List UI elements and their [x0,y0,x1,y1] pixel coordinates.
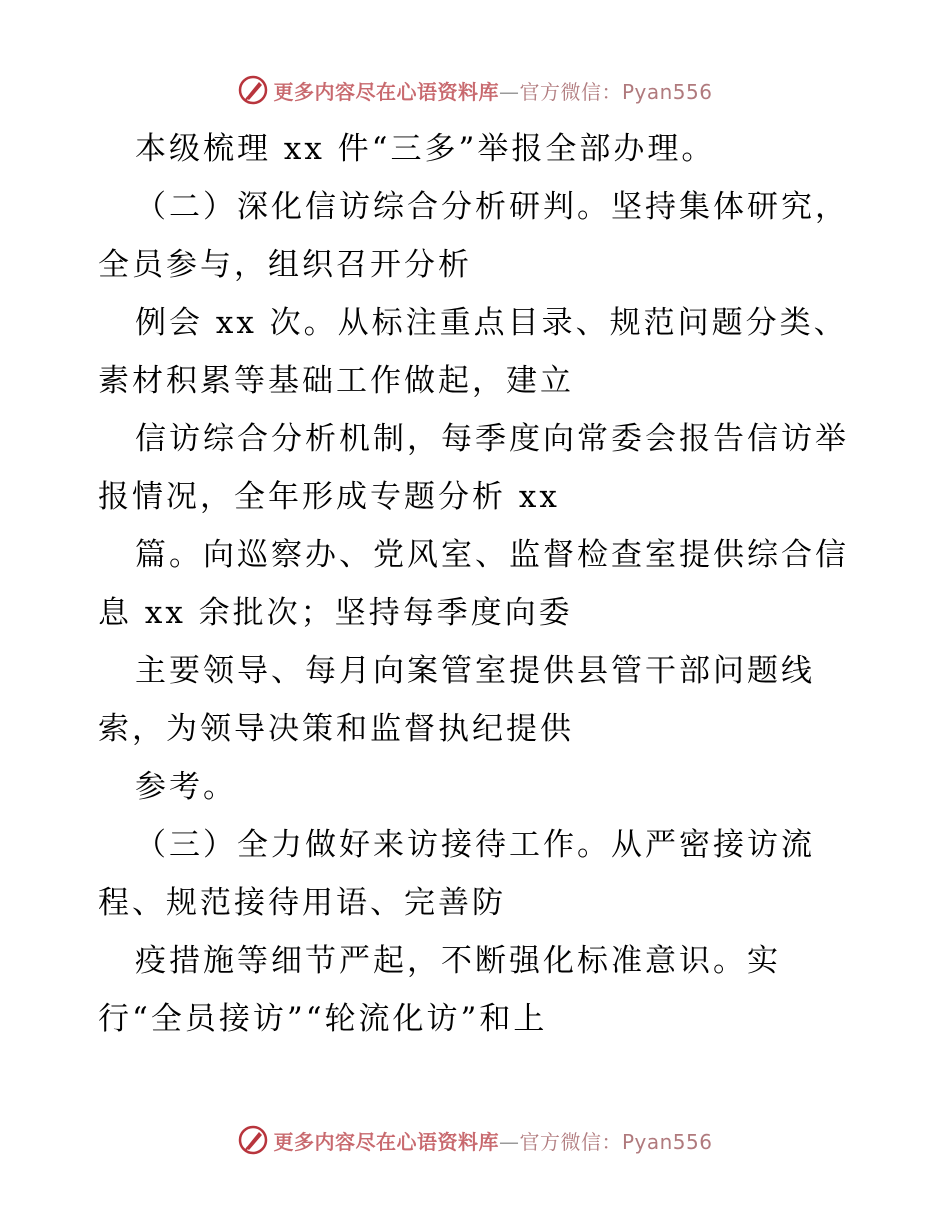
body-line: 例会 xx 次。从标注重点目录、规范问题分类、 [135,305,848,341]
body-line: 篇。向巡察办、党风室、监督检查室提供综合信 [135,537,849,573]
body-line: （三）全力做好来访接待工作。从严密接访流 [135,827,815,863]
watermark-main-text: 更多内容尽在心语资料库 [273,79,499,104]
watermark-contact: 官方微信：Pyan556 [519,1129,713,1154]
header-watermark [0,70,950,110]
body-line: 信访综合分析机制，每季度向常委会报告信访举 [135,421,849,457]
body-line: 行“全员接访”“轮流化访”和上 [98,1001,548,1037]
body-line: 本级梳理 xx 件“三多”举报全部办理。 [135,131,716,167]
watermark-text [273,1126,712,1155]
body-line: 程、规范接待用语、完善防 [98,885,506,921]
quill-pen-circle-icon [237,1124,269,1156]
body-line: 素材积累等基础工作做起，建立 [98,363,574,399]
body-line: 息 xx 余批次；坚持每季度向委 [98,595,573,631]
watermark-text [273,76,712,105]
footer-watermark [0,1120,950,1160]
watermark-separator: — [498,1129,520,1154]
quill-pen-circle-icon [237,74,269,106]
body-line: 全员参与，组织召开分析 [98,247,472,283]
body-line: 参考。 [135,769,237,805]
watermark-separator: — [498,79,520,104]
body-line: 主要领导、每月向案管室提供县管干部问题线 [135,653,815,689]
body-line: 索，为领导决策和监督执纪提供 [98,711,574,747]
body-line: 疫措施等细节严起，不断强化标准意识。实 [135,943,781,979]
body-line: （二）深化信访综合分析研判。坚持集体研究， [135,189,849,225]
watermark-main-text: 更多内容尽在心语资料库 [273,1129,499,1154]
body-line: 报情况，全年形成专题分析 xx [98,479,560,515]
watermark-contact: 官方微信：Pyan556 [519,79,713,104]
